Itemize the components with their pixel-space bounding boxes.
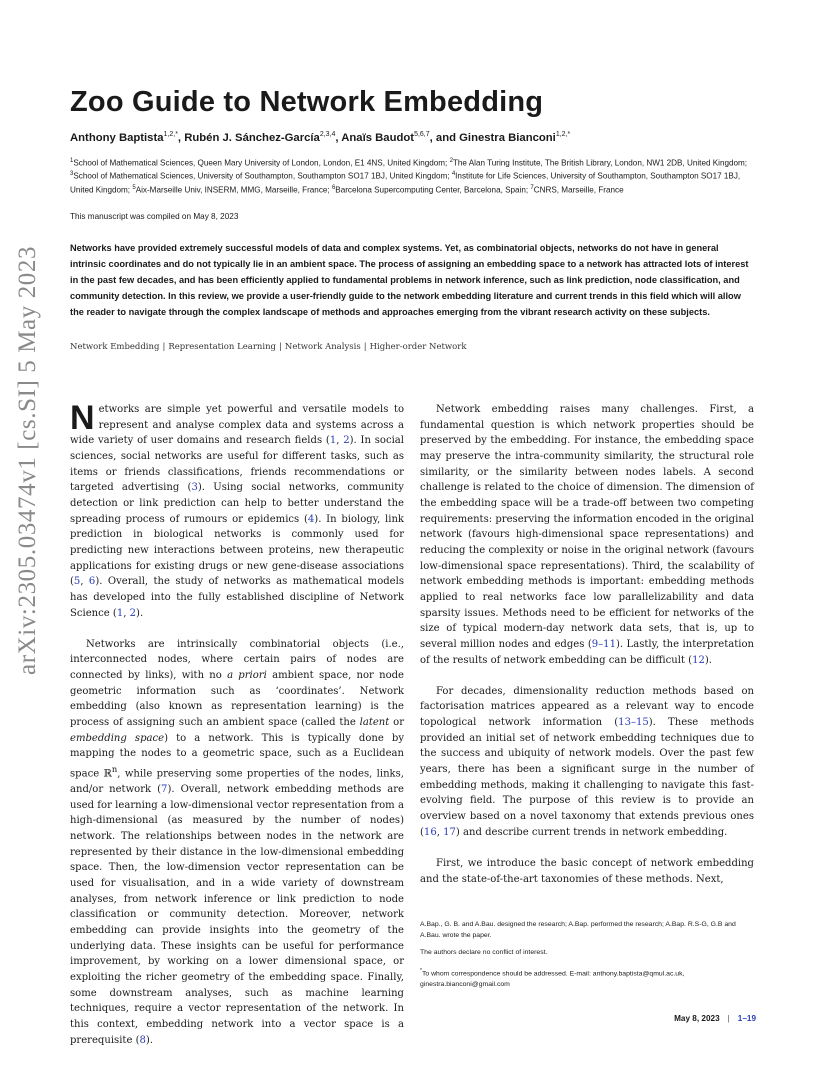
text-run: , bbox=[336, 435, 344, 447]
text-run: Networks are intrinsically combinatorial objects (i.e., interconnected nodes, where certain pairs of nodes are connected by links), with no bbox=[70, 638, 404, 682]
affiliation-text: Aix-Marseille Univ, INSERM, MMG, Marseille, France; bbox=[135, 185, 330, 195]
text-run: ) to a network. This is typically done by mapping the nodes to a geometric space, such as a Euclidean space ℝ bbox=[70, 732, 404, 780]
author-list: Anthony Baptista$^{1,2,*}$, Rubén J. Sánchez-García$^{2,3,4}$, Anaïs Baudot$^{5,6,7}$, and Ginestra Bianconi$^{1,2,*}$ bbox=[70, 131, 571, 144]
text-run: ambient space, nor node geometric information such as ‘coordinates’. Network embedding (also known as representation learning) is the process of assigning such an ambient space (called the bbox=[70, 670, 405, 729]
text-run: ). bbox=[704, 654, 712, 666]
text-run: ). bbox=[145, 1034, 154, 1046]
affiliation-text: CNRS, Marseille, France bbox=[533, 185, 624, 195]
author-name: Ginestra Bianconi bbox=[459, 131, 556, 144]
citation-link[interactable]: 8 bbox=[139, 1034, 146, 1046]
text-run: ). Overall, network embedding methods are used for learning a low-dimensional vector representation from a high-dimensional (as measured by the number of nodes) network. The relationships between nodes in the network are represented by their distance in the low-dimensional embedding space. Then, the low-dimension vector representation can be used for visualisation, and in a wide variety of downstream analyses, from network inference or link prediction to node classification or community detection. Moreover, network embedding can provide insights into the geometry of the underlying data. These insights can be useful for performance improvement, by working on a lower dimensional space, or exploiting the richer geometry of the embedding space. Finally, some downstream analyses, such as machine learning techniques, require a vector representation of the network. In this context, embedding network into a vector space is a prerequisite ( bbox=[70, 784, 404, 1046]
keyword: Network Analysis bbox=[284, 342, 361, 352]
affiliations bbox=[70, 156, 760, 196]
emphasis-text: embedding space bbox=[70, 732, 165, 744]
keywords bbox=[70, 342, 467, 352]
text-run: , bbox=[436, 826, 444, 838]
emphasis-text: latent bbox=[359, 717, 390, 729]
text-run: , while preserving some properties of the nodes, links, and/or network ( bbox=[70, 768, 404, 796]
citation-link[interactable]: 7 bbox=[161, 784, 168, 796]
text-run: ) and describe current trends in network embedding. bbox=[455, 826, 728, 838]
keyword-separator: | bbox=[162, 342, 166, 352]
affiliation-text: School of Mathematical Sciences, University of Southampton, Southampton SO17 1BJ, United Kingdom; bbox=[73, 172, 450, 182]
citation-link[interactable]: 6 bbox=[88, 576, 96, 588]
conflict-statement: The authors declare no conflict of interest. bbox=[420, 949, 548, 957]
citation-link[interactable]: 5 bbox=[73, 576, 81, 588]
text-run: ). bbox=[136, 607, 144, 619]
text-run: First, we introduce the basic concept of network embedding and the state-of-the-art taxonomies of these methods. Next, bbox=[420, 857, 754, 885]
author-affiliation-mark: 1,2,* bbox=[163, 131, 178, 138]
author-affiliation-mark: 2,3,4 bbox=[319, 131, 336, 138]
author-name: Rubén J. Sánchez-García bbox=[184, 131, 320, 144]
paper-title: Zoo Guide to Network Embedding bbox=[70, 86, 544, 118]
author-contributions: A.Bap., G. B. and A.Bau. designed the research; A.Bap. performed the research; A.Bap. R.S-G, G.B and A.Bau. wrote the paper. bbox=[420, 921, 736, 939]
text-run: ). Lastly, the interpretation of the results of network embedding can be difficult ( bbox=[420, 638, 754, 666]
abstract: Networks have provided extremely successful models of data and complex systems. Yet, as combinatorial objects, networks do not have in general intrinsic coordinates and do not typically lie in an ambient space. The process of assigning an embedding space to a network has attracted lots of interest in the past few decades, and has been efficiently applied to fundamental problems in network inference, such as link prediction, node classification, and community detection. In this review, we provide a user-friendly guide to the network embedding literature and current trends in this field which will allow the reader to navigate through the complex landscape of methods and approaches emerging from the vibrant research activity on these subjects. bbox=[70, 243, 749, 317]
citation-link[interactable]: 1 bbox=[116, 607, 124, 619]
citation-link[interactable]: 2 bbox=[129, 607, 137, 619]
citation-link[interactable]: 4 bbox=[307, 513, 315, 525]
body-paragraph bbox=[70, 637, 404, 1048]
citation-link[interactable]: 17 bbox=[443, 826, 456, 838]
citation-link[interactable]: 2 bbox=[343, 435, 350, 447]
affiliation-text: School of Mathematical Sciences, Queen Mary University of London, London, E1 4NS, United Kingdom; bbox=[73, 158, 448, 168]
body-column-left bbox=[70, 399, 405, 1064]
affiliation-text: Institute for Life Sciences, University of Southampton, Southampton SO17 1BJ, United Kingdom; bbox=[70, 172, 741, 195]
page-footer: May 8, 2023 | 1–19 bbox=[674, 1014, 756, 1023]
text-run: ). These methods provided an initial set of network embedding techniques due to the success and ubiquity of network models. Over the past few years, there has been a significant surge in the number of embedding methods, making it challenging to navigate this fast-evolving field. The purpose of this review is to provide an overview based on a novel taxonomy that extends previous ones ( bbox=[420, 717, 754, 838]
footer-date: May 8, 2023 bbox=[674, 1014, 720, 1023]
superscript: n bbox=[111, 764, 118, 775]
affiliation-text: Barcelona Supercomputing Center, Barcelona, Spain; bbox=[335, 185, 529, 195]
compiled-note: This manuscript was compiled on May 8, 2023 bbox=[70, 212, 239, 221]
arxiv-identifier: arXiv:2305.03474v1 [cs.SI] 5 May 2023 bbox=[14, 245, 41, 675]
body-paragraph bbox=[420, 856, 754, 887]
text-run: or bbox=[389, 717, 405, 729]
footnotes bbox=[420, 920, 754, 997]
text-run: For decades, dimensionality reduction methods based on factorisation matrices appeared as a relevant way to encode topological network information ( bbox=[420, 685, 754, 729]
text-run: , bbox=[80, 576, 89, 588]
author-affiliation-mark: 5,6,7 bbox=[414, 131, 430, 138]
citation-link[interactable]: 16 bbox=[423, 826, 437, 838]
body-paragraph bbox=[70, 399, 404, 621]
text-run: , bbox=[123, 607, 130, 619]
author-name: Anthony Baptista bbox=[70, 131, 164, 144]
correspondence-text: To whom correspondence should be addressed. E-mail: anthony.baptista@qmul.ac.uk, ginestra.bianconi@gmail.com bbox=[420, 970, 685, 988]
drop-cap: N bbox=[70, 399, 95, 437]
keyword-separator: | bbox=[363, 342, 367, 352]
text-run: ). Using social networks, community detection or link prediction can help to better understand the spreading process of rumours or epidemics ( bbox=[70, 482, 404, 525]
body-paragraph bbox=[420, 402, 754, 668]
affiliation-mark: 4 bbox=[451, 171, 456, 178]
page-range: 1–19 bbox=[737, 1014, 756, 1023]
author-name: Anaïs Baudot bbox=[341, 131, 415, 144]
keyword: Representation Learning bbox=[168, 342, 276, 352]
affiliation-text: The Alan Turing Institute, The British Library, London, NW1 2DB, United Kingdom; bbox=[452, 158, 748, 168]
affiliation-mark: 1 bbox=[70, 158, 74, 164]
keyword-separator: | bbox=[279, 342, 282, 352]
author-affiliation-mark: 1,2,* bbox=[555, 131, 571, 138]
citation-link[interactable]: 12 bbox=[692, 654, 705, 666]
affiliation-mark: 2 bbox=[449, 158, 453, 164]
affiliation-mark: 3 bbox=[70, 171, 74, 178]
keyword: Network Embedding bbox=[70, 342, 160, 352]
correspondence-note: *To whom correspondence should be addressed. E-mail: anthony.baptista@qmul.ac.uk, ginestra.bianconi@gmail.com bbox=[420, 967, 685, 988]
affiliation-mark: 5 bbox=[132, 184, 136, 191]
text-run: ). In biology, link prediction in biological networks is commonly used for predicting new interactions between proteins, new therapeutic applications for existing drugs or new gene-disease associations ( bbox=[70, 513, 404, 588]
citation-link[interactable]: 1 bbox=[329, 435, 337, 447]
emphasis-text: a priori bbox=[227, 670, 267, 682]
body-paragraph bbox=[420, 684, 754, 841]
citation-link[interactable]: 9–11 bbox=[591, 638, 616, 650]
affiliation-mark: 7 bbox=[530, 184, 534, 191]
body-column-right bbox=[420, 402, 754, 903]
keyword: Higher-order Network bbox=[369, 342, 467, 352]
citation-link[interactable]: 3 bbox=[191, 482, 198, 494]
text-run: etworks are simple yet powerful and versatile models to represent and analyse complex data and systems across a wide variety of user domains and research fields ( bbox=[70, 404, 404, 447]
citation-link[interactable]: 13–15 bbox=[618, 717, 649, 729]
affiliation-mark: 6 bbox=[331, 184, 336, 191]
text-run: ). Overall, the study of networks as mathematical models has developed into the fully established discipline of Network Science ( bbox=[70, 576, 404, 619]
text-run: Network embedding raises many challenges. First, a fundamental question is which network properties should be preserved by the embedding. For instance, the embedding space may preserve the intra-community similarity, the structural role similarity, or the similarity between nodes labels. A second challenge is related to the choice of dimension. The dimension of the embedding space will be a trade-off between two competing requirements: preserving the information encoded in the original network (favours high-dimensional space representations) and reducing the complexity or noise in the original network (favours low-dimensional space representations). Third, the scalability of network embedding methods is important: embedding methods applied to real networks face low parallelizability and data sparsity issues. Methods need to be efficient for networks of the size of typical modern-day network data sets, that is, up to several million nodes and edges ( bbox=[420, 404, 754, 650]
text-run: ). In social sciences, social networks are useful for different tasks, such as items or friends classifications, friends recommendations or targeted advertising ( bbox=[70, 435, 404, 494]
